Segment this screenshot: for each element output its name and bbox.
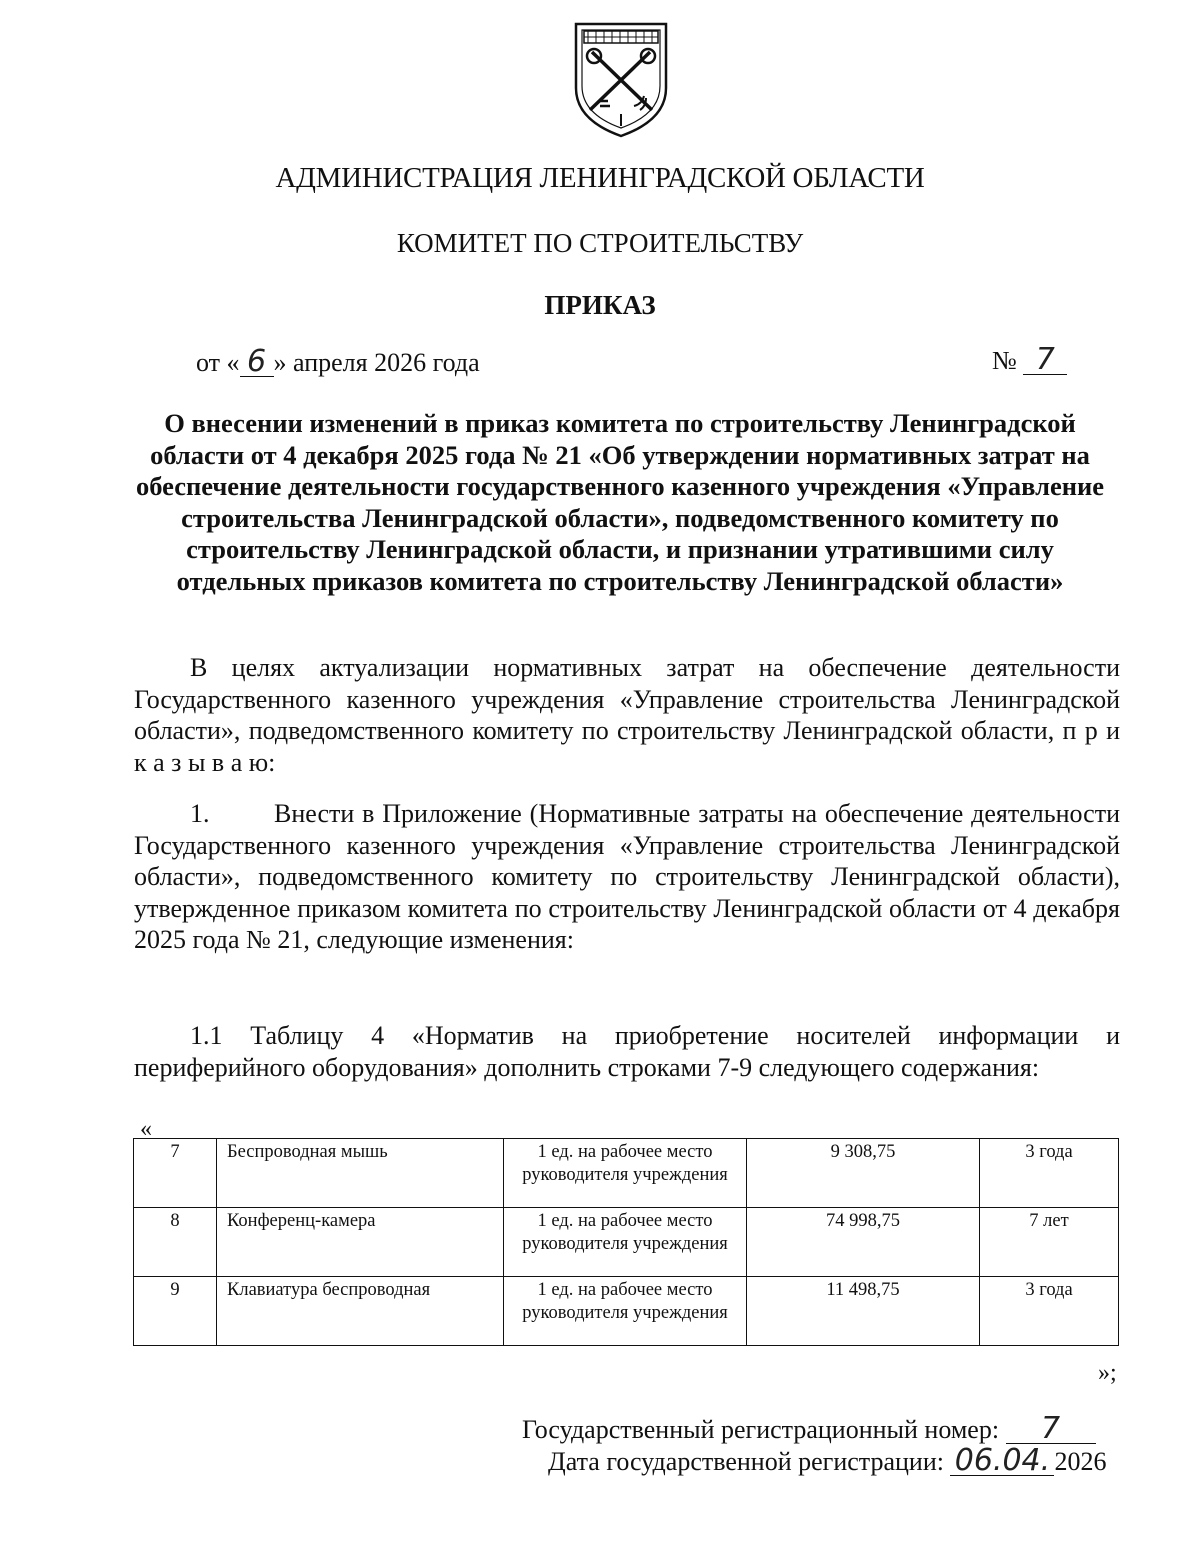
item-price: 11 498,75 <box>747 1277 980 1346</box>
table-row <box>134 1139 1119 1208</box>
row-number: 7 <box>134 1139 217 1208</box>
registration-date-handwritten: 06.04. <box>950 1447 1054 1476</box>
registration-number-handwritten: 7 <box>1006 1415 1096 1444</box>
quote-close: »; <box>1098 1360 1117 1386</box>
item-name: Беспроводная мышь <box>217 1139 504 1208</box>
date-day-handwritten: 6 <box>240 348 274 377</box>
order-number <box>992 342 1067 377</box>
number-label: № <box>992 346 1017 375</box>
equipment-table <box>133 1138 1119 1346</box>
preamble-paragraph <box>134 652 1120 778</box>
item-name: Конференц-камера <box>217 1208 504 1277</box>
order-title: О внесении изменений в приказ комитета по строительству Ленинградской области от 4 декабря 2025 года № 21 «Об утверждении нормативных затрат на обеспечение деятельности государственного казенного учреждения «Управление строительства Ленинградской области», подведомственного комитету по строительству Ленинградской области, и признании утратившими силу отдельных приказов комитета по строительству Ленинградской области» <box>135 408 1105 596</box>
item-price: 9 308,75 <box>747 1139 980 1208</box>
registration-number-label: Государственный регистрационный номер: <box>522 1415 1000 1444</box>
quote-open: « <box>140 1116 152 1142</box>
registration-date-line <box>548 1443 1107 1478</box>
table-row <box>134 1277 1119 1346</box>
row-number: 8 <box>134 1208 217 1277</box>
date-suffix: » апреля 2026 года <box>273 348 480 377</box>
item-1-1-text: 1.1 Таблицу 4 «Норматив на приобретение носителей информации и периферийного оборудования» дополнить строками 7-9 следующего содержания: <box>134 1021 1120 1082</box>
committee-name: КОМИТЕТ ПО СТРОИТЕЛЬСТВУ <box>396 228 804 258</box>
registration-date-label: Дата государственной регистрации: <box>548 1447 944 1476</box>
preamble-text: В целях актуализации нормативных затрат на обеспечение деятельности Государственного казенного учреждения «Управление строительства Ленинградской области», подведомственного комитету по строительству Ленинградской области, п р и к а з ы в а ю: <box>134 653 1120 777</box>
item-norm: 1 ед. на рабочее место руководителя учреждения <box>504 1277 747 1346</box>
item-name: Клавиатура беспроводная <box>217 1277 504 1346</box>
item-price: 74 998,75 <box>747 1208 980 1277</box>
date-prefix: от « <box>196 348 240 377</box>
table-row <box>134 1208 1119 1277</box>
registration-number-line <box>522 1411 1096 1446</box>
item-term: 3 года <box>980 1139 1119 1208</box>
item-norm: 1 ед. на рабочее место руководителя учреждения <box>504 1139 747 1208</box>
item-1-1-paragraph <box>134 1020 1120 1083</box>
item-1-paragraph <box>134 798 1120 956</box>
item-norm: 1 ед. на рабочее место руководителя учреждения <box>504 1208 747 1277</box>
item-term: 3 года <box>980 1277 1119 1346</box>
row-number: 9 <box>134 1277 217 1346</box>
coat-of-arms-icon <box>570 18 672 140</box>
order-date <box>196 344 480 379</box>
item-1-number: 1. <box>190 799 210 828</box>
number-handwritten: 7 <box>1023 346 1067 375</box>
item-1-text: Внести в Приложение (Нормативные затраты на обеспечение деятельности Государственного казенного учреждения «Управление строительства Ленинградской области», подведомственного комитету по строительству Ленинградской области), утвержденное приказом комитета по строительству Ленинградской области от 4 декабря 2025 года № 21, следующие изменения: <box>134 799 1120 954</box>
doc-type: ПРИКАЗ <box>544 290 656 320</box>
org-name: АДМИНИСТРАЦИЯ ЛЕНИНГРАДСКОЙ ОБЛАСТИ <box>275 162 925 194</box>
item-term: 7 лет <box>980 1208 1119 1277</box>
registration-year: 2026 <box>1054 1447 1107 1476</box>
